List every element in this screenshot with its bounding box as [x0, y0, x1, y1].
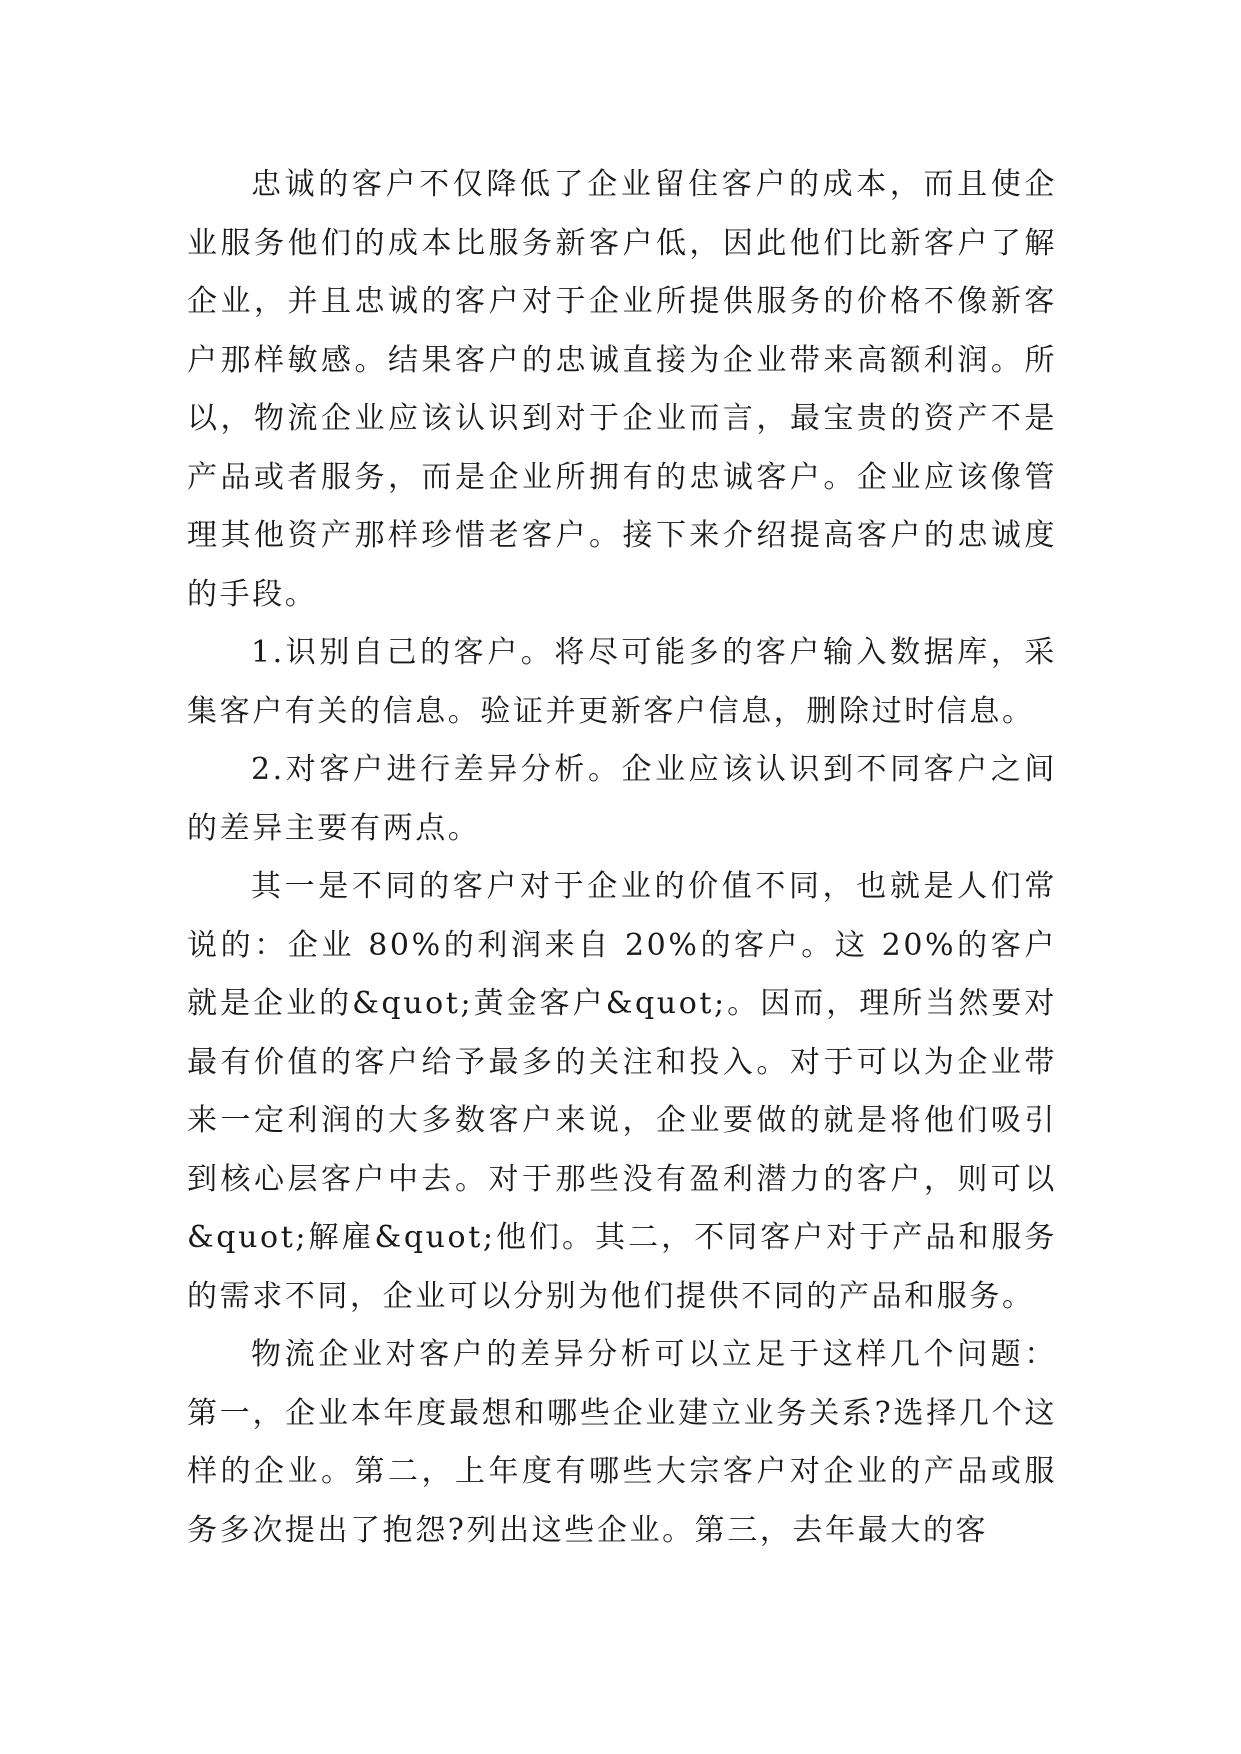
- paragraph-customer-value: 其一是不同的客户对于企业的价值不同，也就是人们常说的：企业 80%的利润来自 20%的客户。这 20%的客户就是企业的&quot;黄金客户&quot;。因而，理所当然要对最有价值的客户给予最多的关注和投入。对于可以为企业带来一定利润的大多数客户来说，企业要做的就是将他们吸引到核心层客户中去。对于那些没有盈利潜力的客户，则可以&quot;解雇&quot;他们。其二，不同客户对于产品和服务的需求不同，企业可以分别为他们提供不同的产品和服务。: [187, 869, 1057, 1314]
- paragraph-analysis-questions: 物流企业对客户的差异分析可以立足于这样几个问题：第一，企业本年度最想和哪些企业建立业务关系?选择几个这样的企业。第二，上年度有哪些大宗客户对企业的产品或服务多次提出了抱怨?列出这些企业。第三，去年最大的客: [187, 1337, 1057, 1548]
- paragraph-customer-loyalty: 忠诚的客户不仅降低了企业留住客户的成本，而且使企业服务他们的成本比服务新客户低，因此他们比新客户了解企业，并且忠诚的客户对于企业所提供服务的价格不像新客户那样敏感。结果客户的忠诚直接为企业带来高额利润。所以，物流企业应该认识到对于企业而言，最宝贵的资产不是产品或者服务，而是企业所拥有的忠诚客户。企业应该像管理其他资产那样珍惜老客户。接下来介绍提高客户的忠诚度的手段。: [187, 167, 1057, 612]
- document-page: [187, 156, 1057, 1560]
- paragraph-identify-customers: 1.识别自己的客户。将尽可能多的客户输入数据库，采集客户有关的信息。验证并更新客户信息，删除过时信息。: [187, 635, 1057, 729]
- paragraph-difference-analysis: 2.对客户进行差异分析。企业应该认识到不同客户之间的差异主要有两点。: [187, 752, 1057, 846]
